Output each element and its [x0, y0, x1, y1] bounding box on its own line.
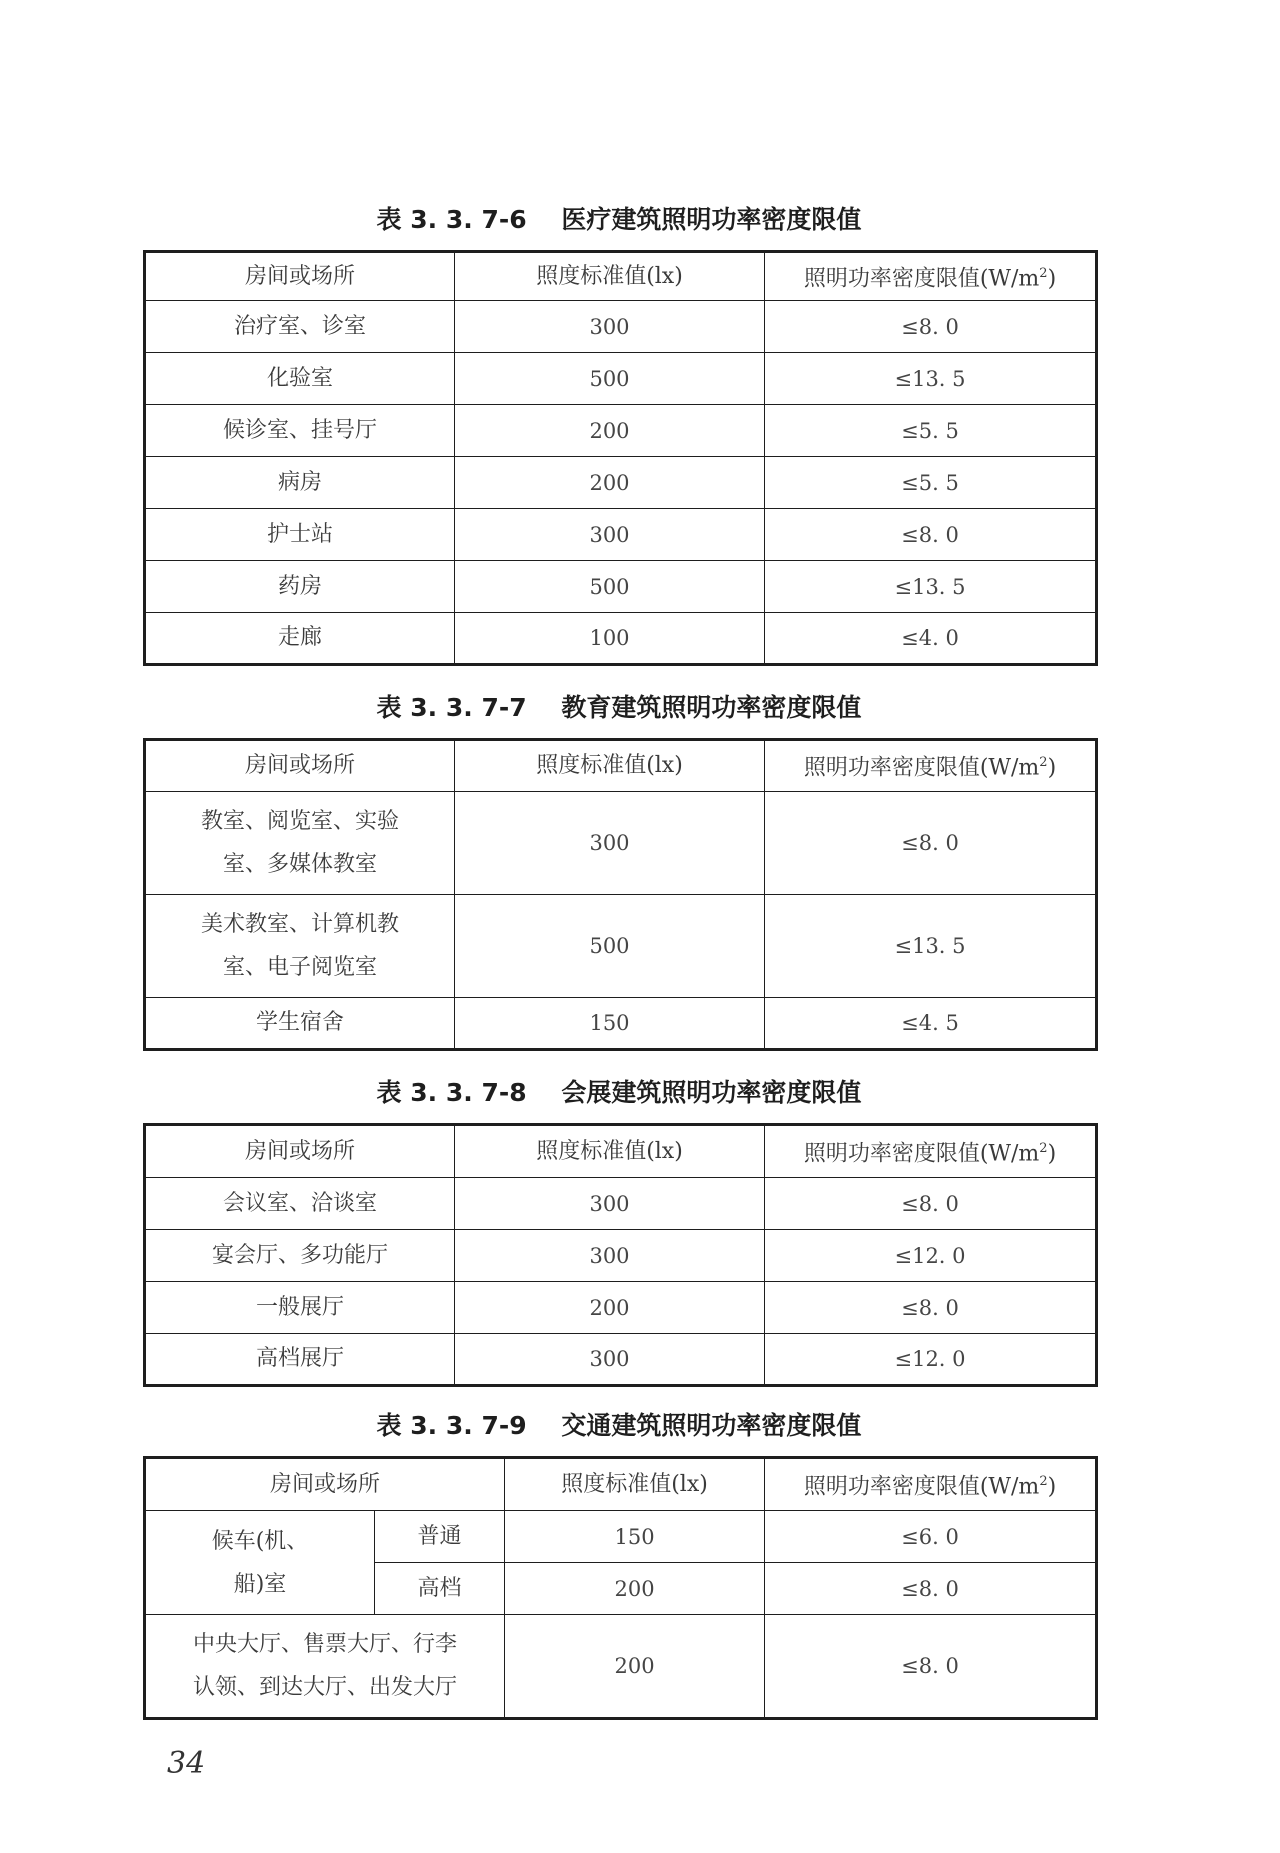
- table-6: [143, 250, 1098, 666]
- lux-cell: 300: [455, 1230, 765, 1282]
- table-row: [145, 998, 1097, 1050]
- page-number: 34: [167, 1746, 206, 1781]
- table-row: [145, 1511, 1097, 1563]
- table-row: [145, 353, 1097, 405]
- table-header-row: [145, 1458, 1097, 1511]
- table-7-title: 表 3. 3. 7-7 教育建筑照明功率密度限值: [376, 693, 862, 722]
- lpd-cell: ≤8. 0: [765, 1563, 1097, 1615]
- lpd-cell: ≤8. 0: [765, 1282, 1097, 1334]
- lux-cell: 200: [455, 1282, 765, 1334]
- lux-cell: 150: [455, 998, 765, 1050]
- lpd-cell: ≤5. 5: [765, 457, 1097, 509]
- room-cell: 一般展厅: [145, 1282, 455, 1334]
- room-cell: 会议室、洽谈室: [145, 1178, 455, 1230]
- table-row: [145, 301, 1097, 353]
- lpd-cell: ≤6. 0: [765, 1511, 1097, 1563]
- room-cell: 护士站: [145, 509, 455, 561]
- room-cell: 走廊: [145, 613, 455, 665]
- room-cell: 药房: [145, 561, 455, 613]
- header-room: 房间或场所: [145, 1458, 505, 1511]
- lpd-cell: ≤8. 0: [765, 792, 1097, 895]
- table-row: [145, 613, 1097, 665]
- table-9-title: 表 3. 3. 7-9 交通建筑照明功率密度限值: [376, 1411, 862, 1440]
- table-row: [145, 457, 1097, 509]
- room-cell: 高档展厅: [145, 1334, 455, 1386]
- header-lpd: 照明功率密度限值$(W/m^2)$: [765, 740, 1097, 792]
- table-row: [145, 1230, 1097, 1282]
- room-cell: 化验室: [145, 353, 455, 405]
- lux-cell: 200: [505, 1563, 765, 1615]
- lux-cell: 300: [455, 1334, 765, 1386]
- header-room: 房间或场所: [145, 740, 455, 792]
- table-header-row: [145, 252, 1097, 301]
- header-lux: 照度标准值(lx): [455, 252, 765, 301]
- table-row: [145, 509, 1097, 561]
- lux-cell: 500: [455, 561, 765, 613]
- lpd-cell: ≤8. 0: [765, 1178, 1097, 1230]
- room-cell: 美术教室、计算机教 室、电子阅览室: [145, 895, 455, 998]
- header-lux: 照度标准值(lx): [455, 1125, 765, 1178]
- table-6-title: 表 3. 3. 7-6 医疗建筑照明功率密度限值: [376, 205, 862, 234]
- table-row: [145, 561, 1097, 613]
- table-8: [143, 1123, 1098, 1387]
- grade-cell: 普通: [375, 1511, 505, 1563]
- table-header-row: [145, 1125, 1097, 1178]
- table-row: [145, 1178, 1097, 1230]
- lux-cell: 100: [455, 613, 765, 665]
- table-row: [145, 1615, 1097, 1719]
- room-cell: 学生宿舍: [145, 998, 455, 1050]
- header-lpd: 照明功率密度限值$(W/m^2)$: [765, 1125, 1097, 1178]
- lpd-cell: ≤13. 5: [765, 353, 1097, 405]
- lux-cell: 300: [455, 509, 765, 561]
- lpd-cell: ≤13. 5: [765, 895, 1097, 998]
- room-cell: 教室、阅览室、实验 室、多媒体教室: [145, 792, 455, 895]
- header-lux: 照度标准值(lx): [505, 1458, 765, 1511]
- header-room: 房间或场所: [145, 252, 455, 301]
- table-row: [145, 895, 1097, 998]
- lux-cell: 300: [455, 301, 765, 353]
- lpd-cell: ≤12. 0: [765, 1334, 1097, 1386]
- table-row: [145, 1282, 1097, 1334]
- room-cell: 候诊室、挂号厅: [145, 405, 455, 457]
- room-cell: 宴会厅、多功能厅: [145, 1230, 455, 1282]
- lux-cell: 300: [455, 1178, 765, 1230]
- lpd-cell: ≤4. 0: [765, 613, 1097, 665]
- room-cell: 治疗室、诊室: [145, 301, 455, 353]
- table-9: [143, 1456, 1098, 1720]
- table-header-row: [145, 740, 1097, 792]
- table-8-title: 表 3. 3. 7-8 会展建筑照明功率密度限值: [376, 1078, 862, 1107]
- header-room: 房间或场所: [145, 1125, 455, 1178]
- lpd-cell: ≤8. 0: [765, 509, 1097, 561]
- header-lpd: 照明功率密度限值$(W/m^2)$: [765, 1458, 1097, 1511]
- lpd-cell: ≤12. 0: [765, 1230, 1097, 1282]
- table-row: [145, 405, 1097, 457]
- lux-cell: 150: [505, 1511, 765, 1563]
- hall-cell: 中央大厅、售票大厅、行李 认领、到达大厅、出发大厅: [145, 1615, 505, 1719]
- lux-cell: 200: [455, 405, 765, 457]
- lux-cell: 500: [455, 353, 765, 405]
- header-lux: 照度标准值(lx): [455, 740, 765, 792]
- waiting-room-cell: 候车(机、 船)室: [145, 1511, 375, 1615]
- lux-cell: 300: [455, 792, 765, 895]
- lux-cell: 200: [505, 1615, 765, 1719]
- lux-cell: 500: [455, 895, 765, 998]
- lpd-cell: ≤5. 5: [765, 405, 1097, 457]
- lpd-cell: ≤8. 0: [765, 301, 1097, 353]
- table-row: [145, 1334, 1097, 1386]
- table-row: [145, 792, 1097, 895]
- lpd-cell: ≤8. 0: [765, 1615, 1097, 1719]
- lux-cell: 200: [455, 457, 765, 509]
- table-7: [143, 738, 1098, 1051]
- room-cell: 病房: [145, 457, 455, 509]
- header-lpd: 照明功率密度限值$(W/m^2)$: [765, 252, 1097, 301]
- grade-cell: 高档: [375, 1563, 505, 1615]
- lpd-cell: ≤4. 5: [765, 998, 1097, 1050]
- lpd-cell: ≤13. 5: [765, 561, 1097, 613]
